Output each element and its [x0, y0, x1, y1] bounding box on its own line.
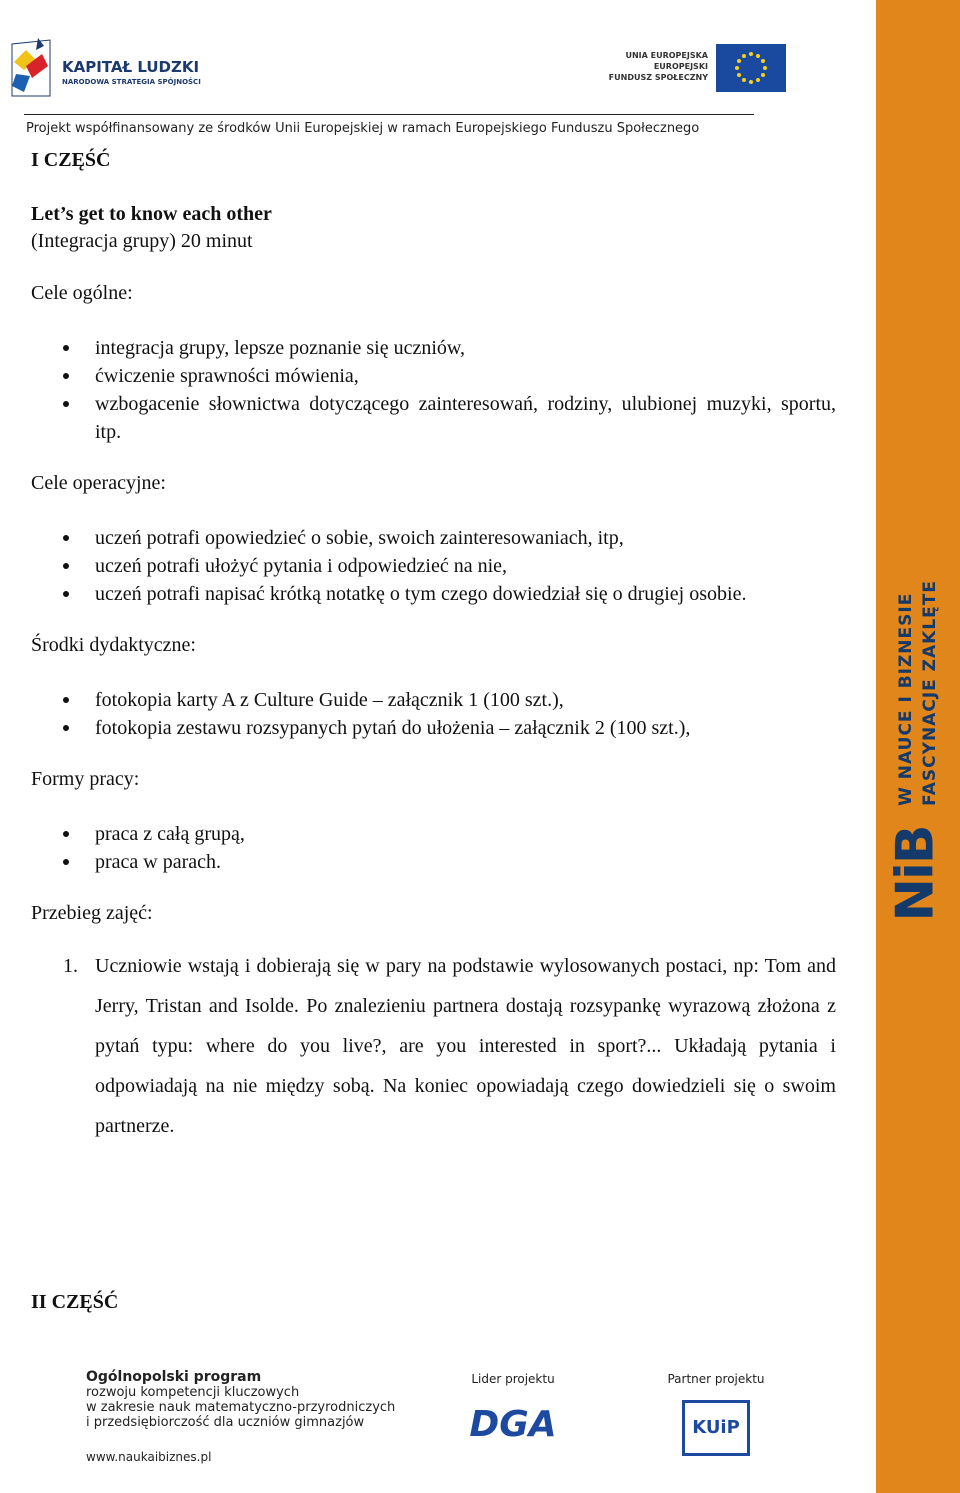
- course-step-text: Uczniowie wstają i dobierają się w pary na podstawie wylosowanych postaci, np: Tom and Jerry, Tristan and Isolde. Po znalezieniu partnera dostają rozsypankę wyrazową złożona z pytań typu: where do you live?, are you interested in sport?... Układają pytania i odpowiadają na nie między sobą. Na koniec opowiadają czego dowiedzieli się o swoim partnerze.: [95, 955, 836, 1137]
- eu-flag-icon: [716, 44, 786, 92]
- forms-list: [31, 820, 836, 876]
- kapital-ludzki-flag-icon: [8, 36, 54, 98]
- course-step: [31, 946, 836, 1146]
- list-item: praca w parach.: [31, 848, 836, 876]
- course-step-number: 1.: [63, 955, 78, 977]
- kapital-ludzki-title: KAPITAŁ LUDZKI: [62, 58, 200, 76]
- list-item: fotokopia zestawu rozsypanych pytań do ułożenia – załącznik 2 (100 szt.),: [31, 714, 836, 742]
- eu-logo-text: [609, 50, 708, 83]
- list-item: uczeń potrafi opowiedzieć o sobie, swoich zainteresowaniach, itp,: [31, 524, 836, 552]
- kapital-ludzki-subtitle: NARODOWA STRATEGIA SPÓJNOŚCI: [62, 78, 201, 86]
- operational-goals-label: Cele operacyjne:: [31, 472, 166, 494]
- leader-block: [453, 1372, 573, 1472]
- nib-logo-text: NiB: [885, 826, 946, 922]
- program-line-3: w zakresie nauk matematyczno-przyrodniczych: [86, 1400, 396, 1415]
- part-1-title: I CZĘŚĆ: [31, 149, 111, 171]
- document-body: [31, 146, 836, 1316]
- forms-label: Formy pracy:: [31, 768, 140, 790]
- course-label: Przebieg zajęć:: [31, 902, 153, 924]
- list-item: fotokopia karty A z Culture Guide – załącznik 1 (100 szt.),: [31, 686, 836, 714]
- materials-label: Środki dydaktyczne:: [31, 634, 196, 656]
- list-item: integracja grupy, lepsze poznanie się uczniów,: [31, 334, 836, 362]
- list-item: uczeń potrafi napisać krótką notatkę o tym czego dowiedział się o drugiej osobie.: [31, 580, 836, 608]
- eu-line-3: FUNDUSZ SPOŁECZNY: [608, 73, 708, 82]
- general-goals-label: Cele ogólne:: [31, 282, 133, 304]
- program-line-4: i przedsiębiorczość dla uczniów gimnazjów: [86, 1415, 365, 1430]
- sidebar-slogan-line-2: W NAUCE I BIZNESIE: [896, 592, 916, 806]
- kapital-ludzki-logo: [8, 36, 218, 102]
- partner-label: Partner projektu: [667, 1372, 765, 1386]
- program-url[interactable]: www.naukaibiznes.pl: [86, 1450, 212, 1464]
- materials-list: [31, 686, 836, 742]
- header-divider: [24, 114, 754, 115]
- sidebar-slogan-line-1: FASCYNACJE ZAKLĘTE: [920, 580, 940, 806]
- eu-line-1: UNIA EUROPEJSKA: [625, 51, 708, 60]
- brand-sidebar: [876, 0, 960, 1493]
- program-line-2: rozwoju kompetencji kluczowych: [86, 1385, 300, 1400]
- list-item: ćwiczenie sprawności mówienia,: [31, 362, 836, 390]
- list-item: praca z całą grupą,: [31, 820, 836, 848]
- program-title: Ogólnopolski program: [86, 1369, 262, 1385]
- leader-label: Lider projektu: [471, 1372, 555, 1386]
- lesson-title: Let’s get to know each other: [31, 203, 272, 225]
- sidebar-slogan: [894, 580, 942, 806]
- footer-program: [86, 1370, 416, 1465]
- cofund-note: Projekt współfinansowany ze środków Unii Europejskiej w ramach Europejskiego Funduszu Społecznego: [26, 121, 700, 136]
- partner-block: [660, 1372, 772, 1472]
- list-item: uczeń potrafi ułożyć pytania i odpowiedzieć na nie,: [31, 552, 836, 580]
- list-item: wzbogacenie słownictwa dotyczącego zainteresowań, rodziny, ulubionej muzyki, sportu, itp.: [31, 390, 836, 446]
- nib-logo: [886, 810, 952, 928]
- lesson-subtitle: (Integracja grupy) 20 minut: [31, 230, 253, 252]
- part-2-title: II CZĘŚĆ: [31, 1291, 119, 1313]
- dga-logo: DGA: [469, 1404, 557, 1445]
- general-goals-list: [31, 334, 836, 446]
- operational-goals-list: [31, 524, 836, 608]
- kuip-logo: KUiP: [682, 1400, 750, 1456]
- eu-line-2: EUROPEJSKI: [653, 62, 708, 71]
- eu-logo: [608, 44, 786, 94]
